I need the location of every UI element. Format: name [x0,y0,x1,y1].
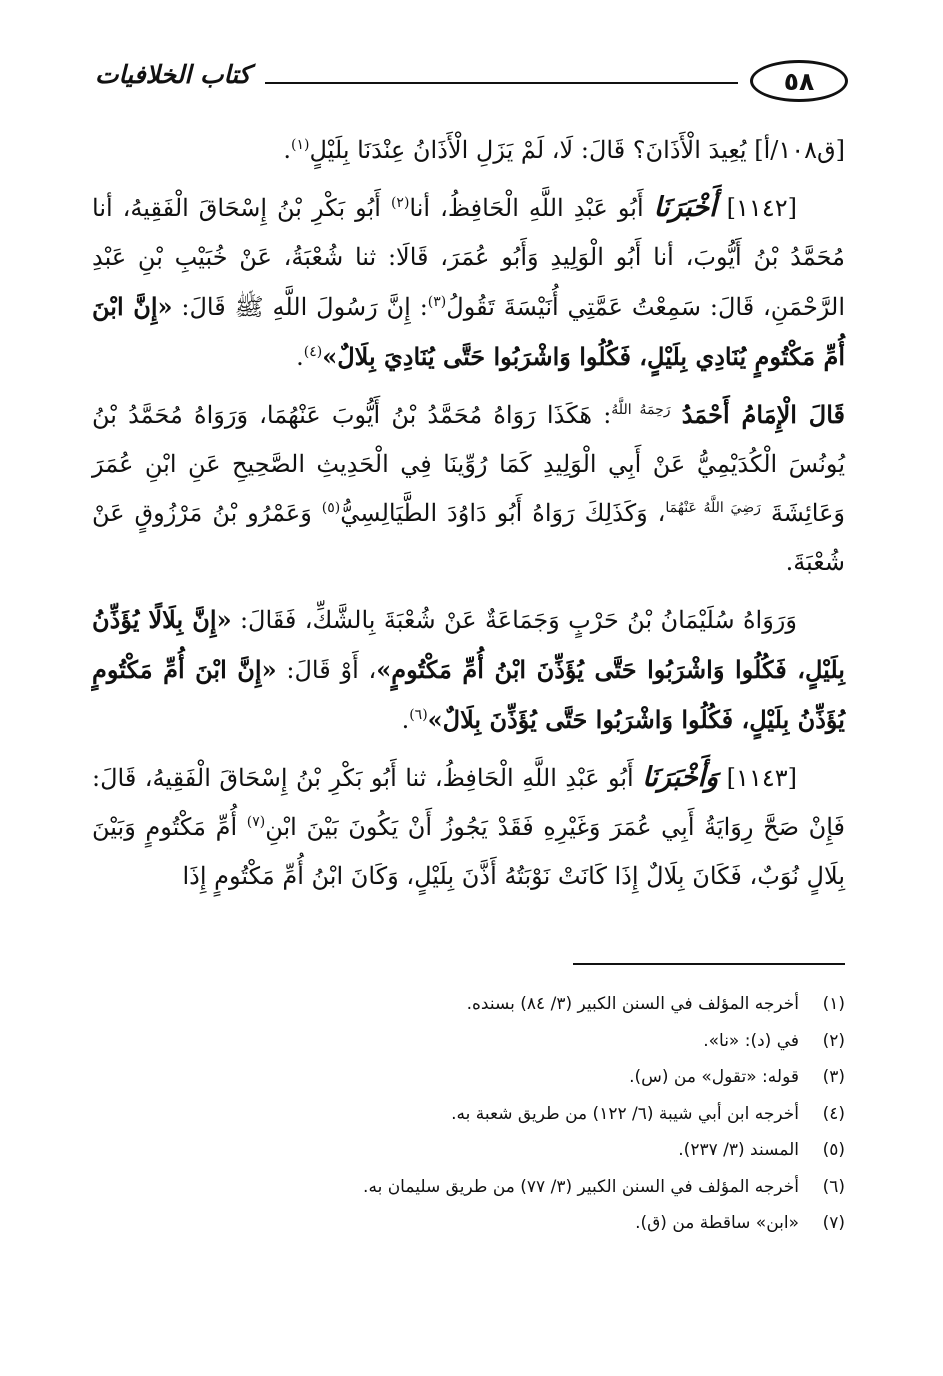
p3-seg1: : هَكَذَا رَوَاهُ مُحَمَّدُ بْنُ أَيُّوبَ عَنْهُمَا، وَرَوَاهُ مُحَمَّدُ بْنُ يُونُسَ الْكُدَيْمِيُّ عَنْ أَبِي الْوَلِيدِ كَمَا رُوِّينَا فِي الْحَدِيثِ الصَّحِيحِ عَنِ ابْنِ عُمَرَ وَعَائِشَةَ [92,401,845,527]
hadith-number: [١١٤٢] [726,194,797,222]
book-title: كتاب الخلافيات [95,60,251,89]
footnote-text: أخرجه المؤلف في السنن الكبير (٣/ ٧٧) من طريق سليمان به. [363,1176,799,1197]
hadith-number: [١١٤٣] [726,764,797,792]
p5-seg2: أُمِّ مَكْتُومٍ وَبَيْنَ بِلَالٍ نُوَبٌ، فَكَانَ بِلَالٌ إِذَا كَانَتْ نَوْبَتُهُ أَذَّنَ بِلَيْلٍ، وَكَانَ ابْنُ أُمِّ مَكْتُومٍ إِذَا [92,813,845,890]
p3-seg2: ، وَكَذَلِكَ رَوَاهُ أَبُو دَاوُدَ الطَّيَالِسِيُّ [340,499,666,527]
p4-seg2: ، أَوْ قَالَ: [286,656,377,684]
footnote-number: (١) [822,994,845,1014]
footnote [120,986,845,1023]
p1-tail: . [283,136,291,164]
footnote-text: في (د): «نا». [703,1030,799,1051]
paragraph-4 [92,595,845,745]
footnote-ref: (٢) [390,195,410,211]
p1-text: [ق١٠٨/أ] يُعِيدَ الْأَذَانَ؟ قَالَ: لَا، لَمْ يَزَلِ الْأَذَانُ عِنْدَنَا بِلَيْلٍ [309,136,845,164]
paragraph-2 [92,183,845,382]
paragraph-3 [92,390,845,587]
footnote-ref: (٦) [409,707,428,723]
p2-seg3: : إِنَّ رَسُولَ اللَّهِ ﷺ قَالَ: [181,293,428,321]
narration-keyword: أَخْبَرَنَا [653,192,717,223]
footnote [120,1132,845,1169]
p4-seg1: وَرَوَاهُ سُلَيْمَانُ بْنُ حَرْبٍ وَجَمَاعَةٌ عَنْ شُعْبَةَ بِالشَّكِّ، فَقَالَ: [239,606,797,634]
p3-seg3: وَعَمْرُو بْنُ مَرْزُوقٍ عَنْ شُعْبَةَ. [92,499,845,576]
footnote [120,1096,845,1133]
footnote [120,1059,845,1096]
footnote-number: (٧) [822,1213,845,1233]
footnote-ref: (٤) [303,344,323,360]
footnotes [120,986,845,1242]
main-text [92,126,845,901]
footnote-text: أخرجه المؤلف في السنن الكبير (٣/ ٨٤) بسنده. [466,994,799,1014]
p2-seg2: أَبُو بَكْرِ بْنُ إِسْحَاقَ الْفَقِيهُ، أنا مُحَمَّدُ بْنُ أَيُّوبَ، أنا أَبُو الْوَلِيدِ وَأَبُو عُمَرَ، قَالَا: ثنا شُعْبَةُ، عَنْ خُبَيْبِ بْنِ عَبْدِ الرَّحْمَنِ، قَالَ: سَمِعْتُ عَمَّتِي أُنَيْسَةَ تَقُولُ [92,194,845,321]
footnote-number: (٢) [822,1030,845,1051]
hadith-quote: «إِنَّ ابْنَ أُمِّ مَكْتُومٍ يُنَادِي بِلَيْلٍ، فَكُلُوا وَاشْرَبُوا حَتَّى يُنَادِيَ بِلَالٌ» [92,292,845,371]
footnote-number: (٣) [822,1067,845,1087]
footnote [120,1023,845,1060]
footnote-text: المسند (٣/ ٢٣٧). [678,1140,799,1160]
footnote-separator [573,963,845,965]
page-number: ٥٨ [750,60,848,102]
footnote-text: «ابن» ساقطة من (ق). [635,1213,799,1233]
header-rule [265,82,738,84]
footnote-ref: (٧) [246,814,266,830]
p5-seg1: أَبُو عَبْدِ اللَّهِ الْحَافِظُ، ثنا أَبُو بَكْرِ بْنُ إِسْحَاقَ الْفَقِيهُ، قَالَ: فَإِنْ صَحَّ رِوَايَةُ أَبِي عُمَرَ وَغَيْرِهِ فَقَدْ يَجُوزُ أَنْ يَكُونَ بَيْنَ ابْنِ [92,764,845,841]
honorific: رَضِيَ اللَّهُ عَنْهُمَا [665,500,761,516]
narration-keyword: وَأَخْبَرَنَا [642,762,719,793]
footnote [120,1169,845,1206]
p2-seg1: أَبُو عَبْدِ اللَّهِ الْحَافِظُ، أنا [409,194,644,222]
footnote-number: (٥) [822,1140,845,1160]
hadith-quote: «إِنَّ بِلَالًا يُؤَذِّنُ بِلَيْلٍ، فَكُلُوا وَاشْرَبُوا حَتَّى يُؤَذِّنَ ابْنُ أُمِّ مَكْتُومٍ» [92,605,845,684]
paragraph-5 [92,753,845,901]
hadith-quote: «إِنَّ ابْنَ أُمِّ مَكْتُومٍ يُؤَذِّنُ بِلَيْلٍ، فَكُلُوا وَاشْرَبُوا حَتَّى يُؤَذِّنَ بِلَالٌ» [92,655,845,734]
p2-tail: . [296,343,304,371]
page-header [95,58,848,108]
footnote-ref: (٥) [321,500,341,516]
honorific: رَحِمَهُ اللَّهُ [611,402,671,418]
imam-lead: قَالَ الْإِمَامُ أَحْمَدُ [681,400,845,429]
footnote-text: أخرجه ابن أبي شيبة (٦/ ١٢٢) من طريق شعبة به. [451,1103,799,1124]
footnote-ref: (١) [291,137,310,153]
footnote-ref: (٣) [427,294,447,310]
paragraph-1 [92,126,845,175]
footnote-number: (٦) [822,1176,845,1197]
p4-tail: . [401,706,410,734]
footnote-text: قوله: «تقول» من (س). [629,1067,799,1087]
footnote-number: (٤) [822,1103,845,1124]
footnote [120,1205,845,1242]
